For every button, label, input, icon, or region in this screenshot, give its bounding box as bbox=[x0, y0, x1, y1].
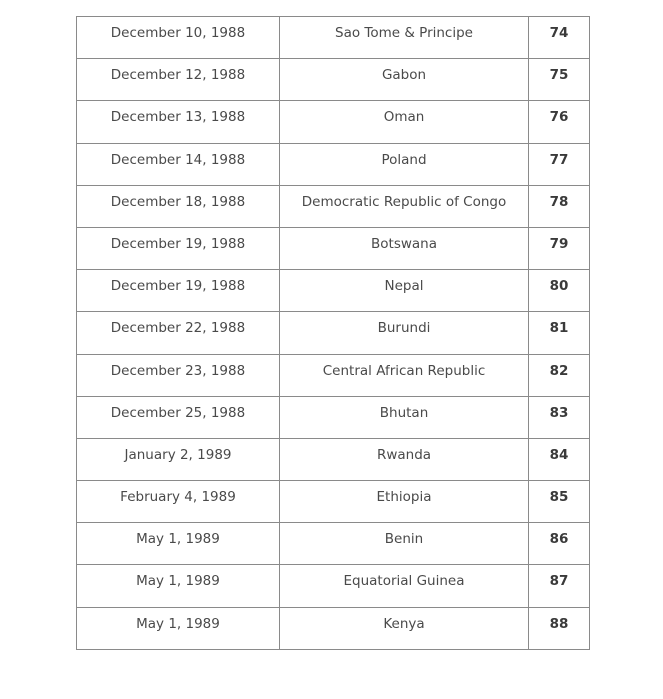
rank-cell-text: 80 bbox=[549, 278, 569, 295]
country-cell-text: Benin bbox=[384, 531, 424, 548]
country-cell bbox=[280, 481, 529, 523]
rank-cell bbox=[529, 17, 590, 59]
country-cell-text: Burundi bbox=[377, 320, 431, 337]
rank-cell-text: 83 bbox=[549, 404, 569, 421]
rank-cell bbox=[529, 101, 590, 143]
table-row bbox=[77, 17, 590, 59]
date-cell bbox=[77, 143, 280, 185]
rank-cell-text: 74 bbox=[549, 25, 569, 41]
date-cell bbox=[77, 438, 280, 480]
rank-cell-text: 79 bbox=[549, 235, 569, 252]
rank-cell-text: 85 bbox=[549, 489, 569, 506]
date-cell bbox=[77, 607, 280, 649]
date-cell-text: May 1, 1989 bbox=[136, 573, 220, 590]
date-cell-text: December 13, 1988 bbox=[110, 109, 246, 126]
table-row bbox=[77, 270, 590, 312]
date-cell-text: May 1, 1989 bbox=[136, 531, 220, 548]
date-cell-text: December 14, 1988 bbox=[110, 151, 246, 168]
country-cell bbox=[280, 59, 529, 101]
rank-cell bbox=[529, 523, 590, 565]
date-cell bbox=[77, 354, 280, 396]
rank-cell-text: 86 bbox=[549, 531, 569, 548]
rank-cell bbox=[529, 396, 590, 438]
country-cell bbox=[280, 354, 529, 396]
country-cell-text: Democratic Republic of Congo bbox=[301, 193, 507, 210]
date-cell-text: December 19, 1988 bbox=[110, 278, 246, 295]
table-row bbox=[77, 607, 590, 649]
table-row bbox=[77, 481, 590, 523]
rank-cell bbox=[529, 227, 590, 269]
country-cell bbox=[280, 312, 529, 354]
date-cell bbox=[77, 481, 280, 523]
date-cell-text: December 18, 1988 bbox=[110, 193, 246, 210]
country-cell-text: Poland bbox=[381, 151, 427, 168]
country-cell bbox=[280, 607, 529, 649]
rank-cell bbox=[529, 143, 590, 185]
country-cell-text: Kenya bbox=[383, 615, 425, 632]
date-cell bbox=[77, 17, 280, 59]
recognition-table bbox=[76, 16, 590, 650]
country-cell bbox=[280, 438, 529, 480]
date-cell bbox=[77, 101, 280, 143]
rank-cell-text: 88 bbox=[549, 615, 569, 632]
country-cell bbox=[280, 227, 529, 269]
date-cell-text: December 10, 1988 bbox=[110, 25, 246, 41]
rank-cell bbox=[529, 565, 590, 607]
country-cell bbox=[280, 185, 529, 227]
date-cell bbox=[77, 270, 280, 312]
country-cell bbox=[280, 143, 529, 185]
date-cell-text: December 23, 1988 bbox=[110, 362, 246, 379]
rank-cell-text: 75 bbox=[549, 67, 569, 84]
rank-cell bbox=[529, 270, 590, 312]
rank-cell bbox=[529, 481, 590, 523]
country-cell bbox=[280, 17, 529, 59]
country-cell-text: Central African Republic bbox=[322, 362, 486, 379]
country-cell-text: Oman bbox=[383, 109, 425, 126]
country-cell bbox=[280, 523, 529, 565]
table-row bbox=[77, 565, 590, 607]
date-cell-text: May 1, 1989 bbox=[136, 615, 220, 632]
date-cell-text: February 4, 1989 bbox=[120, 489, 236, 506]
rank-cell-text: 84 bbox=[549, 446, 569, 463]
rank-cell-text: 82 bbox=[549, 362, 569, 379]
rank-cell bbox=[529, 59, 590, 101]
country-cell bbox=[280, 396, 529, 438]
rank-cell-text: 81 bbox=[549, 320, 569, 337]
country-cell bbox=[280, 565, 529, 607]
country-cell bbox=[280, 101, 529, 143]
country-cell-text: Equatorial Guinea bbox=[343, 573, 465, 590]
date-cell-text: January 2, 1989 bbox=[124, 446, 232, 463]
rank-cell-text: 78 bbox=[549, 193, 569, 210]
rank-cell bbox=[529, 607, 590, 649]
date-cell-text: December 12, 1988 bbox=[110, 67, 246, 84]
date-cell bbox=[77, 59, 280, 101]
date-cell bbox=[77, 227, 280, 269]
country-cell-text: Botswana bbox=[371, 235, 437, 252]
country-cell-text: Nepal bbox=[384, 278, 424, 295]
country-cell bbox=[280, 270, 529, 312]
rank-cell bbox=[529, 312, 590, 354]
country-cell-text: Sao Tome & Principe bbox=[335, 25, 473, 41]
date-cell bbox=[77, 312, 280, 354]
recognition-table-container bbox=[76, 16, 589, 650]
date-cell-text: December 25, 1988 bbox=[110, 404, 246, 421]
date-cell bbox=[77, 396, 280, 438]
table-row bbox=[77, 101, 590, 143]
country-cell-text: Bhutan bbox=[379, 404, 429, 421]
table-row bbox=[77, 438, 590, 480]
date-cell-text: December 19, 1988 bbox=[110, 235, 246, 252]
rank-cell-text: 76 bbox=[549, 109, 569, 126]
country-cell-text: Gabon bbox=[381, 67, 427, 84]
rank-cell bbox=[529, 185, 590, 227]
rank-cell bbox=[529, 354, 590, 396]
table-row bbox=[77, 523, 590, 565]
date-cell-text: December 22, 1988 bbox=[110, 320, 246, 337]
table-row bbox=[77, 143, 590, 185]
rank-cell-text: 77 bbox=[549, 151, 569, 168]
table-row bbox=[77, 59, 590, 101]
rank-cell bbox=[529, 438, 590, 480]
rank-cell-text: 87 bbox=[549, 573, 569, 590]
table-row bbox=[77, 185, 590, 227]
date-cell bbox=[77, 185, 280, 227]
table-body bbox=[77, 17, 590, 650]
table-row bbox=[77, 396, 590, 438]
date-cell bbox=[77, 523, 280, 565]
country-cell-text: Ethiopia bbox=[376, 489, 432, 506]
date-cell bbox=[77, 565, 280, 607]
country-cell-text: Rwanda bbox=[376, 446, 432, 463]
table-row bbox=[77, 312, 590, 354]
table-row bbox=[77, 227, 590, 269]
table-row bbox=[77, 354, 590, 396]
